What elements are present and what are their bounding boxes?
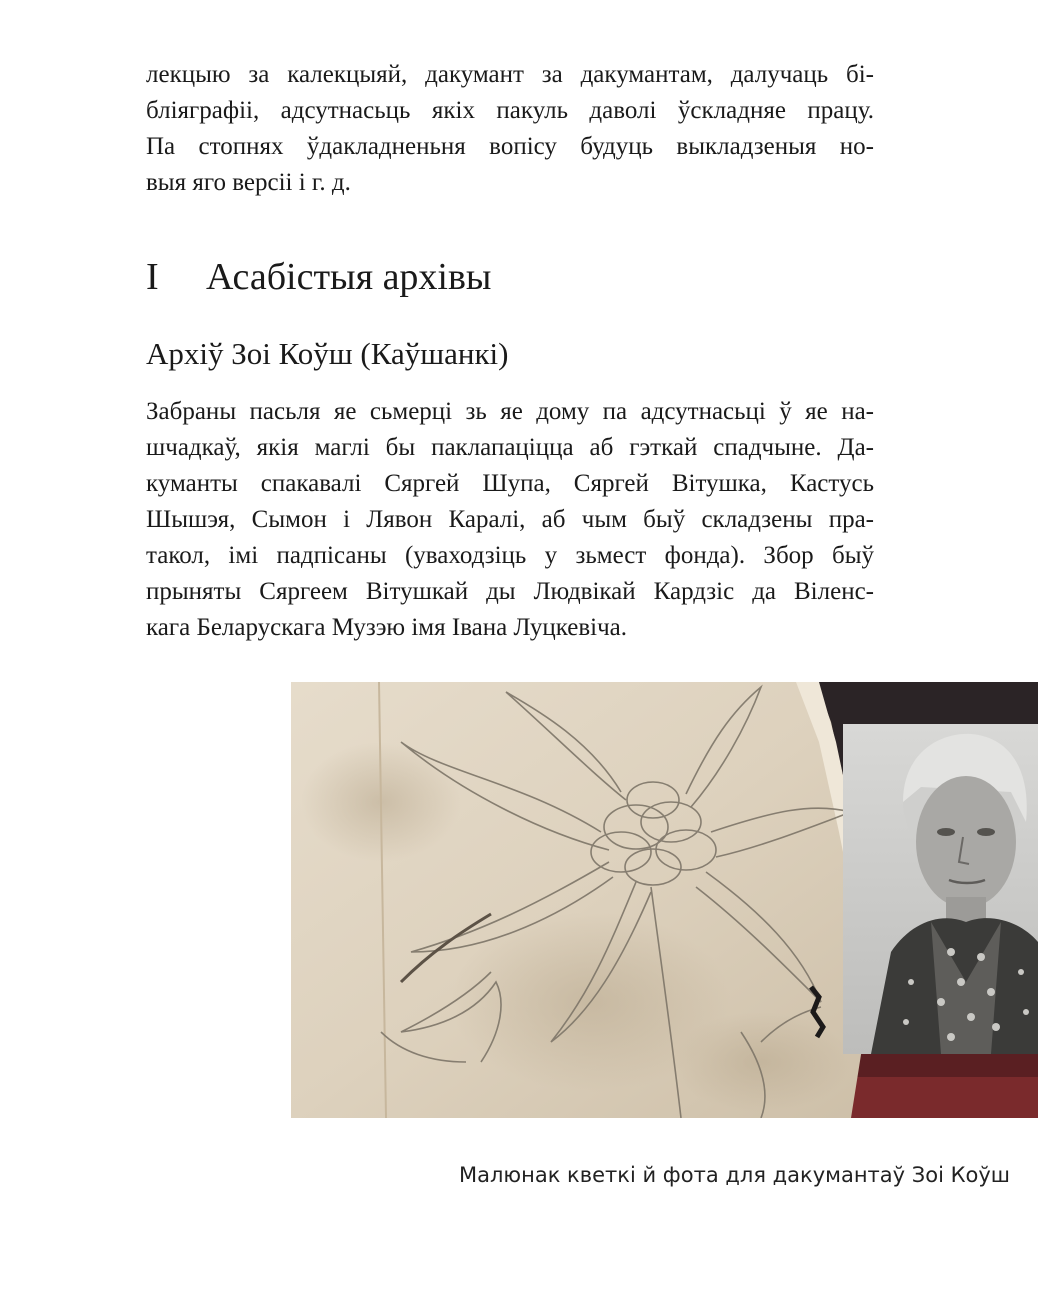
text-line: выя яго версіі і г. д. [146,169,351,196]
section-title: Асабістыя архівы [206,256,492,298]
archive-photo [291,682,1038,1118]
text-line: лекцыю за калекцыяй, дакумант за дакумантам, далучаць бі- [146,61,874,88]
text-line: Забраны пасьля яе сьмерці зь яе дому па адсутнасьці ў яе на- [146,398,874,425]
text-line: Шышэя, Сымон і Лявон Каралі, аб чым быў складзены пра- [146,506,874,533]
figure-caption: Малюнак кветкі й фота для дакумантаў Зоі Коўш [459,1163,1010,1187]
section-number: I [146,256,159,298]
text-line: прыняты Сяргеем Вітушкай ды Людвікай Кардзіс да Віленс- [146,578,874,605]
section-heading [146,252,491,302]
text-line: Па стопнях ўдакладненьня вопісу будуць выкладзеныя но- [146,133,874,160]
text-line: бліяграфіі, адсутнасьць якіх пакуль даволі ўскладняе працу. [146,97,874,124]
intro-paragraph [146,57,874,201]
subsection-heading: Архіў Зоі Коўш (Каўшанкі) [146,336,509,371]
text-line: куманты спакавалі Сяргей Шупа, Сяргей Вітушка, Кастусь [146,470,874,497]
text-line: шчадкаў, якія маглі бы паклапаціцца аб гэткай спадчыне. Да- [146,434,874,461]
body-paragraph [146,394,874,646]
text-line: кага Беларускага Музэю імя Івана Луцкевіча. [146,614,627,641]
text-line: такол, імі падпісаны (уваходзіць у зьмест фонда). Збор быў [146,542,874,569]
portrait-photo [843,724,1038,1054]
